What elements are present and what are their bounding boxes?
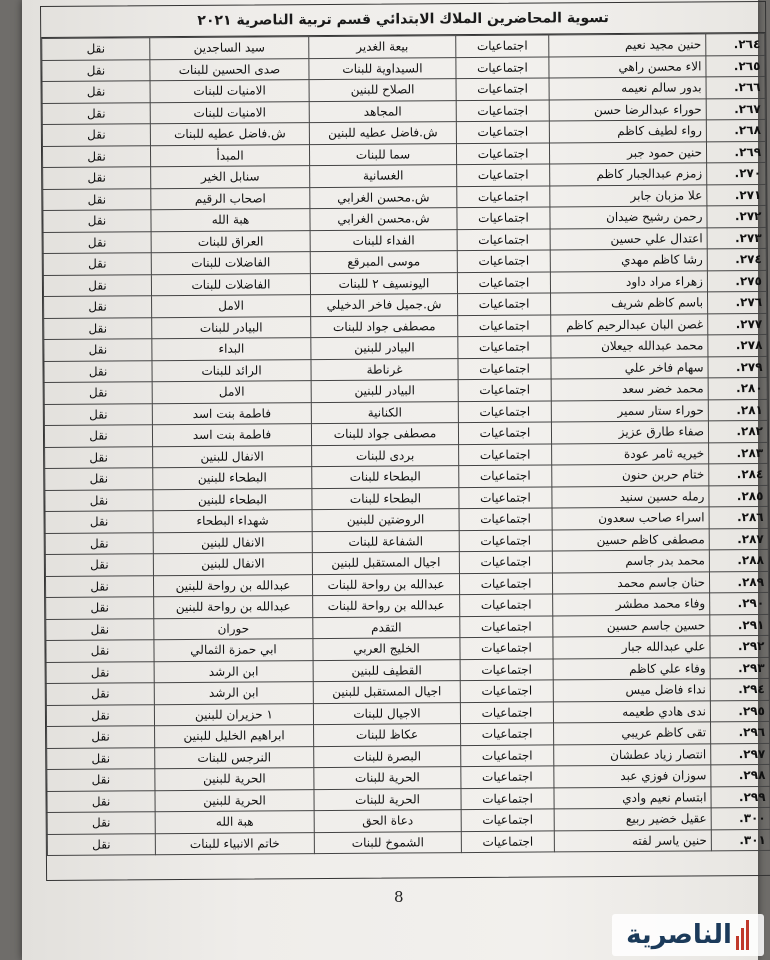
to-school: هبة الله: [155, 811, 314, 834]
to-school: الامنيات للبنات: [150, 101, 309, 124]
teacher-name: وفاء علي كاظم: [553, 657, 710, 680]
from-school: الشموخ للبنات: [314, 831, 461, 854]
to-school: هبة الله: [151, 209, 310, 232]
department: اجتماعيات: [459, 465, 552, 487]
to-school: البطحاء للبنين: [153, 488, 312, 511]
to-school: ابن الرشد: [154, 682, 313, 705]
teacher-name: ندى هادي طعيمه: [553, 700, 710, 723]
department: اجتماعيات: [456, 78, 549, 100]
department: اجتماعيات: [461, 723, 554, 745]
department: اجتماعيات: [460, 701, 553, 723]
teacher-name: صفاء طارق عزيز: [551, 421, 708, 444]
teacher-name: الاء محسن راهي: [549, 55, 706, 78]
teacher-name: عقيل خضير ربيع: [554, 808, 711, 831]
department: اجتماعيات: [459, 572, 552, 594]
teacher-name: سوزان فوزي عبد: [554, 765, 711, 788]
row-number: ٢٧٢.: [707, 205, 766, 227]
department: اجتماعيات: [458, 336, 551, 358]
department: اجتماعيات: [458, 400, 551, 422]
transfer-note: نقل: [47, 812, 155, 834]
from-school: الشفاعة للبنات: [312, 530, 459, 553]
from-school: البصرة للبنات: [314, 745, 461, 768]
row-number: ٢٧٩.: [708, 356, 767, 378]
from-school: دعاة الحق: [314, 810, 461, 833]
department: اجتماعيات: [459, 551, 552, 573]
teacher-name: سهام فاخر علي: [551, 356, 708, 379]
department: اجتماعيات: [457, 207, 550, 229]
row-number: ٢٨٥.: [709, 485, 768, 507]
row-number: ٢٧٥.: [707, 270, 766, 292]
teacher-name: محمد بدر جاسم: [552, 550, 709, 573]
from-school: الغسانية: [310, 165, 457, 188]
from-school: اجيال المستقبل للبنين: [313, 681, 460, 704]
to-school: الامل: [152, 295, 311, 318]
row-number: ٢٦٥.: [706, 55, 765, 77]
teacher-name: رحمن رشيح ضيدان: [550, 206, 707, 229]
from-school: عكاظ للبنات: [314, 724, 461, 747]
transfer-note: نقل: [47, 790, 155, 812]
row-number: ٢٩٤.: [710, 678, 769, 700]
from-school: موسى المبرقع: [310, 251, 457, 274]
watermark-text: الناصرية: [626, 920, 732, 950]
document-page: [22, 0, 766, 960]
from-school: البطحاء للبنات: [312, 466, 459, 489]
row-number: ٢٨٤.: [709, 463, 768, 485]
from-school: اجيال المستقبل للبنين: [312, 552, 459, 575]
transfer-note: نقل: [44, 296, 152, 318]
transfer-note: نقل: [43, 210, 151, 232]
from-school: البطحاء للبنات: [312, 487, 459, 510]
teacher-name: زمزم عبدالجبار كاظم: [550, 163, 707, 186]
department: اجتماعيات: [456, 35, 549, 57]
teacher-name: حنين مجيد نعيم: [549, 34, 706, 57]
to-school: الحرية للبنين: [155, 789, 314, 812]
transfer-note: نقل: [45, 489, 153, 511]
department: اجتماعيات: [456, 56, 549, 78]
row-number: ٢٩٠.: [710, 592, 769, 614]
transfer-note: نقل: [46, 661, 154, 683]
row-number: ٢٧٤.: [707, 248, 766, 270]
teacher-name: محمد عبدالله جيعلان: [551, 335, 708, 358]
row-number: ٢٨١.: [708, 399, 767, 421]
to-school: الفاضلات للبنات: [151, 273, 310, 296]
department: اجتماعيات: [460, 615, 553, 637]
transfer-note: نقل: [45, 468, 153, 490]
transfer-note: نقل: [43, 188, 151, 210]
transfer-table: [41, 33, 770, 856]
from-school: ش.محسن الغرابي: [310, 186, 457, 209]
to-school: البطحاء للبنين: [153, 467, 312, 490]
transfer-note: نقل: [45, 446, 153, 468]
teacher-name: حسين جاسم حسين: [553, 614, 710, 637]
transfer-note: نقل: [47, 769, 155, 791]
teacher-name: مصطفى كاظم حسين: [552, 528, 709, 551]
teacher-name: ختام حربن حنون: [552, 464, 709, 487]
from-school: القطيف للبنين: [313, 659, 460, 682]
transfer-note: نقل: [42, 124, 150, 146]
page-number: 8: [394, 888, 404, 906]
department: اجتماعيات: [458, 357, 551, 379]
to-school: النرجس للبنات: [155, 746, 314, 769]
to-school: ١ حزيران للبنين: [154, 703, 313, 726]
transfer-note: نقل: [42, 102, 150, 124]
to-school: الانفال للبنين: [153, 553, 312, 576]
teacher-name: ابتسام نعيم وادي: [554, 786, 711, 809]
from-school: التقدم: [313, 616, 460, 639]
row-number: ٢٦٤.: [706, 33, 765, 55]
department: اجتماعيات: [461, 744, 554, 766]
to-school: ابن الرشد: [154, 660, 313, 683]
transfer-note: نقل: [42, 81, 150, 103]
department: اجتماعيات: [457, 185, 550, 207]
transfer-note: نقل: [45, 575, 153, 597]
department: اجتماعيات: [460, 637, 553, 659]
teacher-name: رشا كاظم مهدي: [550, 249, 707, 272]
transfer-note: نقل: [44, 360, 152, 382]
row-number: ٢٩٥.: [710, 700, 769, 722]
from-school: الاجيال للبنات: [313, 702, 460, 725]
row-number: ٢٧٣.: [707, 227, 766, 249]
to-school: شهداء البطحاء: [153, 510, 312, 533]
to-school: الرائد للبنات: [152, 359, 311, 382]
teacher-name: زهراء مراد داود: [550, 270, 707, 293]
row-number: ٣٠٠.: [711, 807, 770, 829]
transfer-note: نقل: [42, 59, 150, 81]
from-school: مصطفى جواد للبنات: [311, 315, 458, 338]
transfer-note: نقل: [43, 231, 151, 253]
teacher-name: حوراء ستار سمير: [551, 399, 708, 422]
to-school: ش.فاضل عطيه للبنات: [150, 123, 309, 146]
transfer-note: نقل: [46, 704, 154, 726]
watermark-logo: [612, 914, 764, 956]
teacher-name: محمد خضر سعد: [551, 378, 708, 401]
table-frame: [40, 1, 770, 881]
transfer-note: نقل: [46, 597, 154, 619]
department: اجتماعيات: [461, 787, 554, 809]
department: اجتماعيات: [458, 379, 551, 401]
row-number: ٢٦٨.: [706, 119, 765, 141]
row-number: ٢٨٩.: [709, 571, 768, 593]
row-number: ٢٨٨.: [709, 549, 768, 571]
row-number: ٢٩٢.: [710, 635, 769, 657]
table-row: [47, 829, 770, 856]
teacher-name: غصن البان عبدالرحيم كاظم: [551, 313, 708, 336]
to-school: البداء: [152, 338, 311, 361]
transfer-note: نقل: [45, 511, 153, 533]
transfer-note: نقل: [43, 167, 151, 189]
row-number: ٢٨٠.: [708, 377, 767, 399]
teacher-name: حنان جاسم محمد: [552, 571, 709, 594]
from-school: سما للبنات: [309, 143, 456, 166]
row-number: ٢٩٩.: [711, 786, 770, 808]
department: اجتماعيات: [461, 830, 554, 852]
row-number: ٢٧٦.: [708, 291, 767, 313]
department: اجتماعيات: [457, 271, 550, 293]
teacher-name: بدور سالم نعيمه: [549, 77, 706, 100]
transfer-note: نقل: [46, 640, 154, 662]
transfer-note: نقل: [43, 253, 151, 275]
to-school: المبدأ: [150, 144, 309, 167]
row-number: ٢٧١.: [707, 184, 766, 206]
row-number: ٢٨٢.: [708, 420, 767, 442]
from-school: بيعة الغدير: [309, 36, 456, 59]
to-school: فاطمة بنت اسد: [152, 424, 311, 447]
from-school: مصطفى جواد للبنات: [311, 423, 458, 446]
from-school: البيادر للبنين: [311, 380, 458, 403]
row-number: ٢٨٧.: [709, 528, 768, 550]
teacher-name: اسراء صاحب سعدون: [552, 507, 709, 530]
from-school: الخليج العربي: [313, 638, 460, 661]
transfer-note: نقل: [45, 532, 153, 554]
teacher-name: نداء فاضل ميس: [553, 679, 710, 702]
department: اجتماعيات: [456, 99, 549, 121]
to-school: ابراهيم الخليل للبنين: [155, 725, 314, 748]
to-school: عبدالله بن رواحة للبنين: [153, 574, 312, 597]
department: اجتماعيات: [459, 443, 552, 465]
transfer-note: نقل: [47, 747, 155, 769]
from-school: الروضتين للبنين: [312, 509, 459, 532]
to-school: العراق للبنات: [151, 230, 310, 253]
teacher-name: باسم كاظم شريف: [551, 292, 708, 315]
teacher-name: حنين حمود جبر: [549, 141, 706, 164]
to-school: عبدالله بن رواحة للبنين: [154, 596, 313, 619]
department: اجتماعيات: [460, 658, 553, 680]
transfer-note: نقل: [46, 683, 154, 705]
teacher-name: تقى كاظم عريبي: [554, 722, 711, 745]
department: اجتماعيات: [459, 486, 552, 508]
teacher-name: حنين ياسر لفته: [554, 829, 711, 852]
to-school: الفاضلات للبنات: [151, 252, 310, 275]
department: اجتماعيات: [457, 164, 550, 186]
transfer-note: نقل: [47, 833, 155, 855]
from-school: البيادر للبنين: [311, 337, 458, 360]
row-number: ٢٩٧.: [711, 743, 770, 765]
row-number: ٢٩١.: [710, 614, 769, 636]
to-school: فاطمة بنت اسد: [152, 402, 311, 425]
transfer-note: نقل: [43, 274, 151, 296]
teacher-name: علي عبدالله جبار: [553, 636, 710, 659]
transfer-note: نقل: [44, 382, 152, 404]
transfer-note: نقل: [45, 554, 153, 576]
transfer-note: نقل: [44, 425, 152, 447]
to-school: الانفال للبنين: [153, 445, 312, 468]
department: اجتماعيات: [460, 594, 553, 616]
from-school: الفداء للبنات: [310, 229, 457, 252]
teacher-name: خيريه ثامر عودة: [552, 442, 709, 465]
teacher-name: انتصار زياد عطشان: [554, 743, 711, 766]
to-school: البيادر للبنات: [152, 316, 311, 339]
row-number: ٣٠١.: [711, 829, 770, 851]
from-school: الكنانية: [311, 401, 458, 424]
row-number: ٢٦٦.: [706, 76, 765, 98]
department: اجتماعيات: [457, 250, 550, 272]
from-school: عبدالله بن رواحة للبنات: [312, 573, 459, 596]
from-school: غرناطة: [311, 358, 458, 381]
logo-bars-icon: [736, 920, 750, 950]
to-school: حوران: [154, 617, 313, 640]
transfer-note: نقل: [47, 726, 155, 748]
from-school: السيداوية للبنات: [309, 57, 456, 80]
row-number: ٢٨٦.: [709, 506, 768, 528]
department: اجتماعيات: [458, 422, 551, 444]
document-title: تسوية المحاضرين الملاك الابتدائي قسم تربية الناصرية ٢٠٢١: [41, 2, 765, 38]
department: اجتماعيات: [457, 228, 550, 250]
row-number: ٢٩٨.: [711, 764, 770, 786]
transfer-note: نقل: [42, 145, 150, 167]
teacher-name: رمله حسين سنيد: [552, 485, 709, 508]
teacher-name: رواء لطيف كاظم: [549, 120, 706, 143]
from-school: الحرية للبنات: [314, 788, 461, 811]
row-number: ٢٧٠.: [707, 162, 766, 184]
department: اجتماعيات: [461, 809, 554, 831]
transfer-note: نقل: [44, 403, 152, 425]
row-number: ٢٦٩.: [706, 141, 765, 163]
from-school: الحرية للبنات: [314, 767, 461, 790]
to-school: خاتم الانبياء للبنات: [155, 832, 314, 855]
department: اجتماعيات: [461, 766, 554, 788]
to-school: الحرية للبنين: [155, 768, 314, 791]
from-school: المجاهد: [309, 100, 456, 123]
transfer-note: نقل: [44, 317, 152, 339]
row-number: ٢٨٣.: [709, 442, 768, 464]
from-school: بردى للبنات: [312, 444, 459, 467]
department: اجتماعيات: [460, 680, 553, 702]
from-school: الصلاح للبنين: [309, 79, 456, 102]
department: اجتماعيات: [456, 121, 549, 143]
row-number: ٢٧٧.: [708, 313, 767, 335]
to-school: ابي حمزة الثمالي: [154, 639, 313, 662]
from-school: اليونسيف ٢ للبنات: [310, 272, 457, 295]
to-school: سنابل الخير: [151, 166, 310, 189]
row-number: ٢٦٧.: [706, 98, 765, 120]
to-school: الامنيات للبنات: [150, 80, 309, 103]
to-school: الامل: [152, 381, 311, 404]
department: اجتماعيات: [458, 314, 551, 336]
row-number: ٢٧٨.: [708, 334, 767, 356]
from-school: عبدالله بن رواحة للبنات: [313, 595, 460, 618]
from-school: ش.فاضل عطيه للبنين: [309, 122, 456, 145]
to-school: اصحاب الرقيم: [151, 187, 310, 210]
to-school: سيد الساجدين: [150, 37, 309, 60]
teacher-name: اعتدال علي حسين: [550, 227, 707, 250]
from-school: ش.جميل فاخر الدخيلي: [311, 294, 458, 317]
transfer-note: نقل: [46, 618, 154, 640]
department: اجتماعيات: [459, 529, 552, 551]
teacher-name: علا مزبان جابر: [550, 184, 707, 207]
transfer-note: نقل: [44, 339, 152, 361]
transfer-note: نقل: [42, 38, 150, 60]
teacher-name: حوراء عبدالرضا حسن: [549, 98, 706, 121]
department: اجتماعيات: [458, 293, 551, 315]
department: اجتماعيات: [459, 508, 552, 530]
row-number: ٢٩٦.: [711, 721, 770, 743]
department: اجتماعيات: [456, 142, 549, 164]
row-number: ٢٩٣.: [710, 657, 769, 679]
from-school: ش.محسن الغرابي: [310, 208, 457, 231]
to-school: صدى الحسين للبنات: [150, 58, 309, 81]
teacher-name: وفاء محمد مطشر: [553, 593, 710, 616]
to-school: الانفال للبنين: [153, 531, 312, 554]
